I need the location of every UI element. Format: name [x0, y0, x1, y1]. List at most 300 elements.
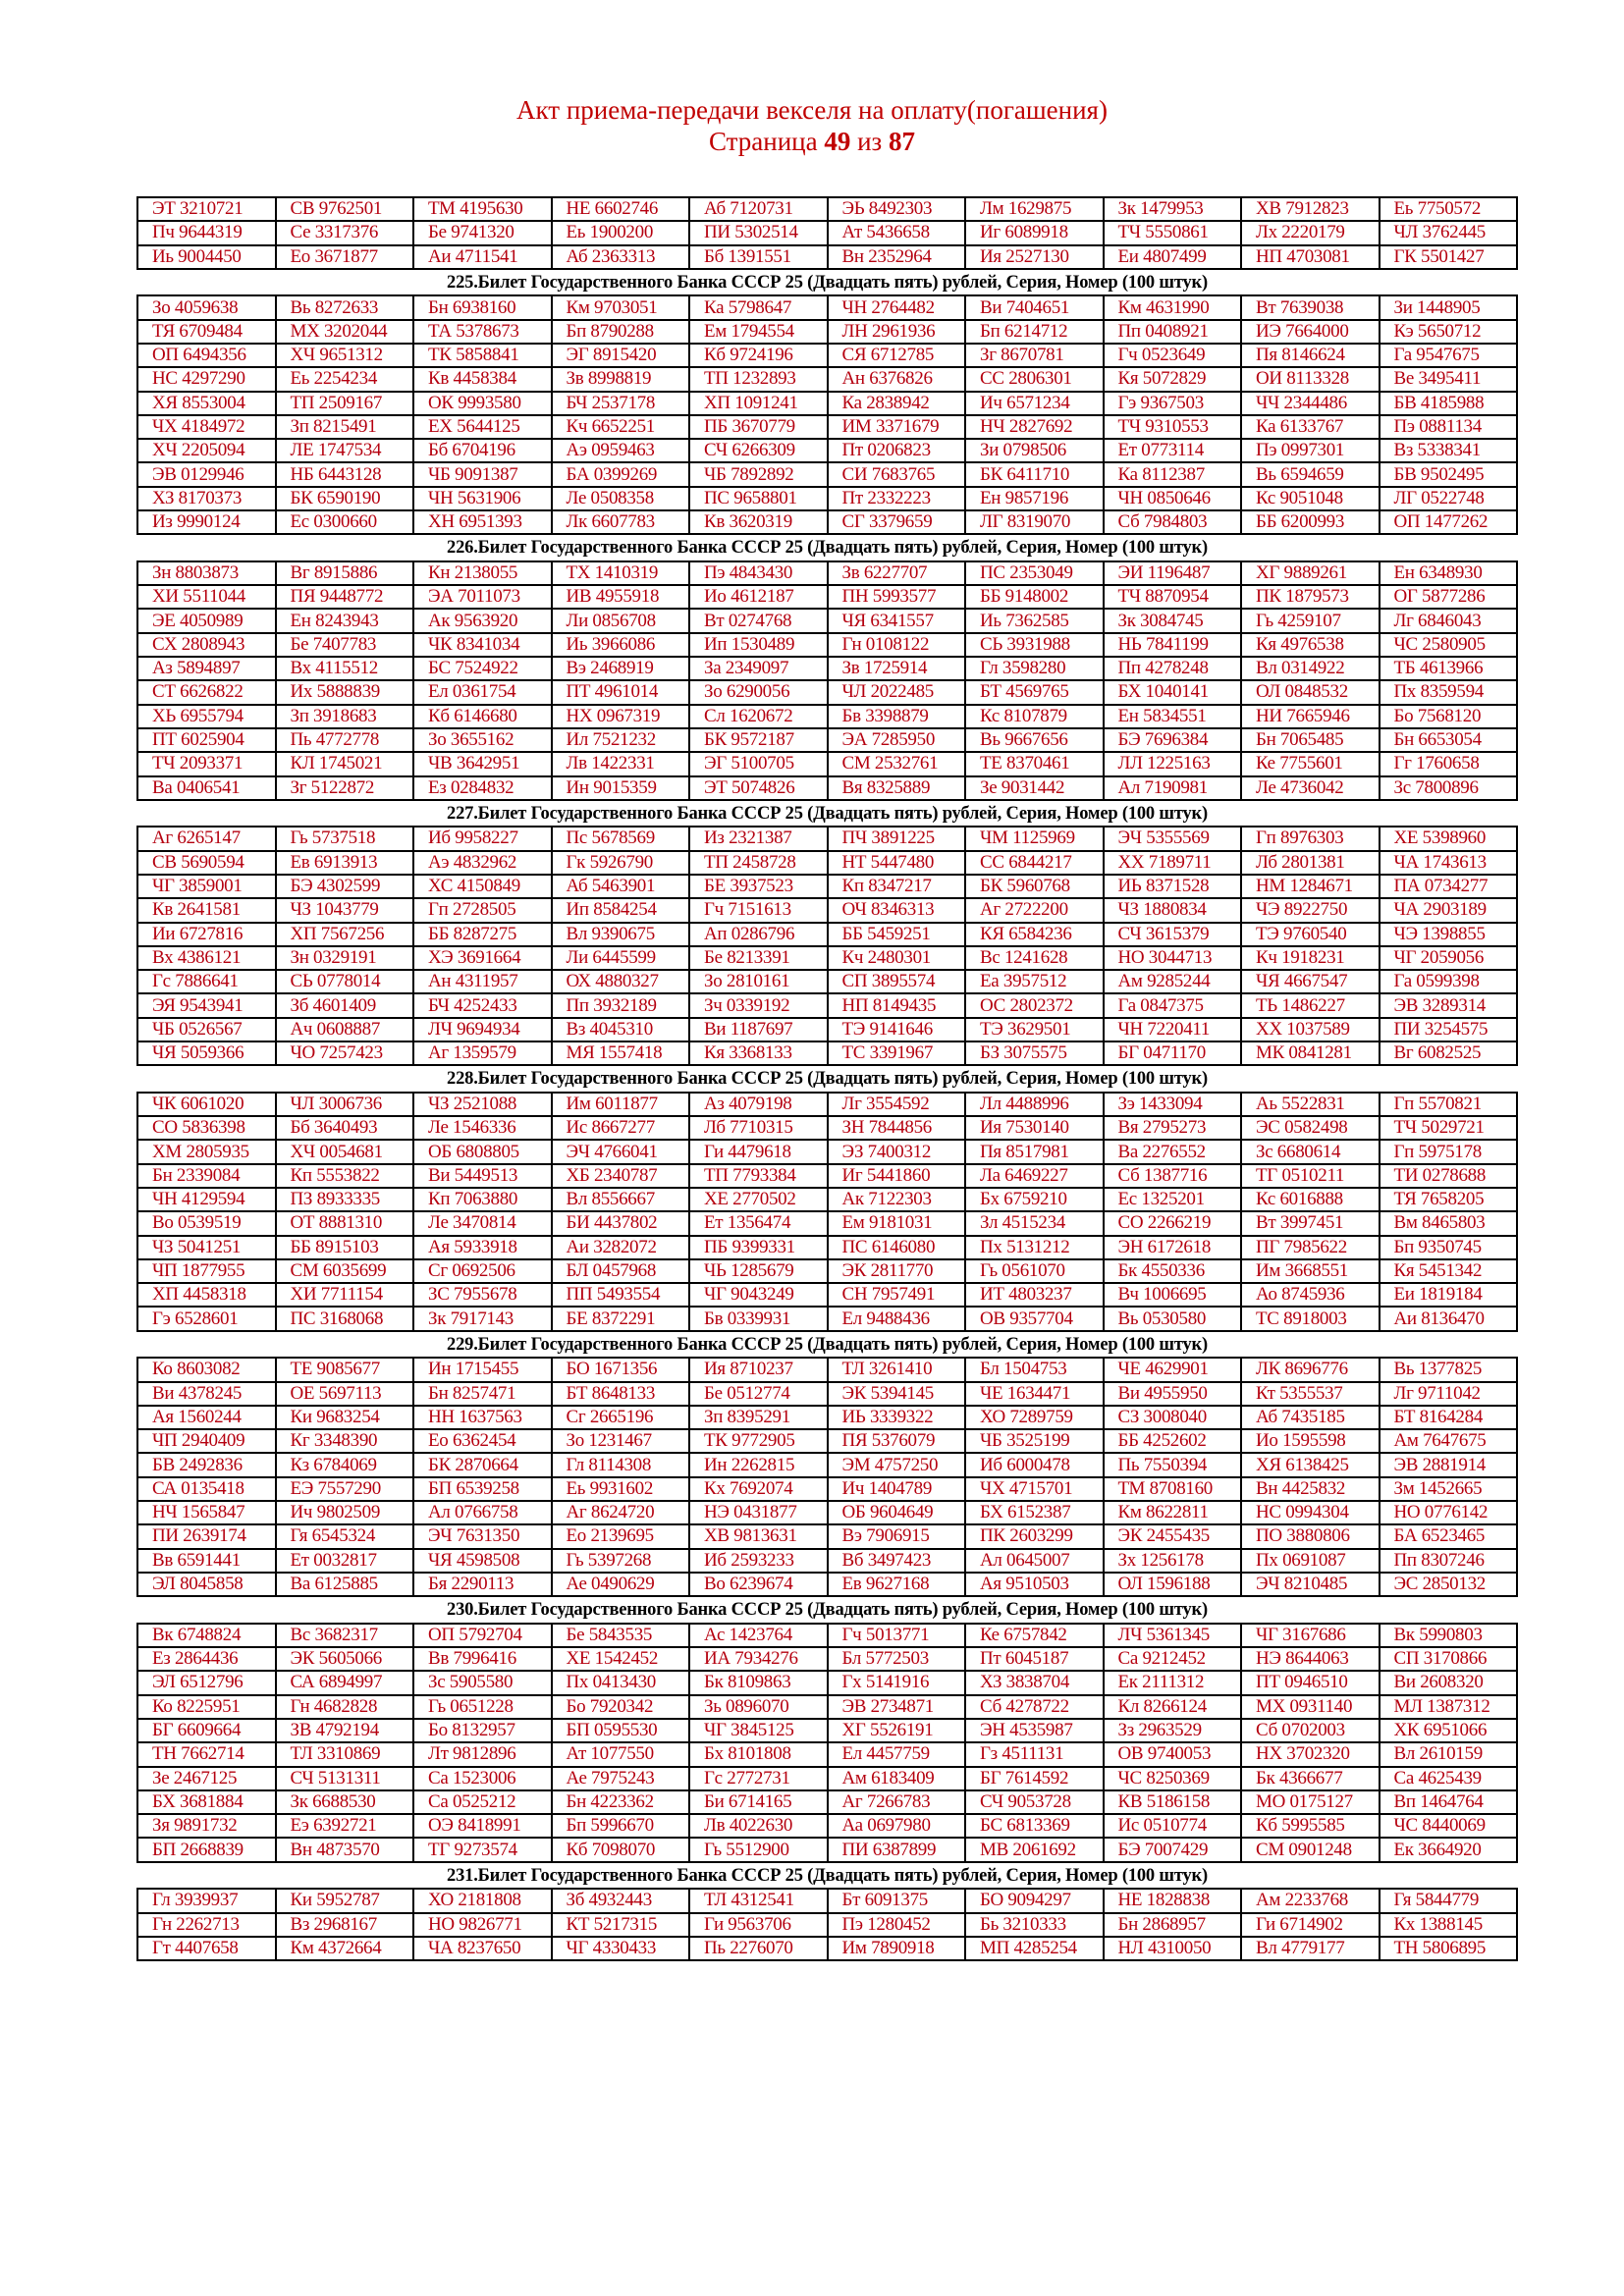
serial-number-cell: Вк 6748824 — [137, 1624, 276, 1647]
serial-number-cell: Аз 5894897 — [137, 657, 276, 680]
serial-number-cell: Зп 3918683 — [276, 705, 414, 728]
serial-number-cell: ПЯ 9448772 — [276, 585, 414, 609]
serial-number-cell: Вл 4779177 — [1241, 1937, 1380, 1960]
serial-number-cell: Вн 2352964 — [828, 245, 966, 269]
serial-number-cell: ЧЯ 6341557 — [828, 609, 966, 632]
serial-number-cell: МВ 2061692 — [965, 1838, 1104, 1861]
serial-number-cell: Зе 9031442 — [965, 776, 1104, 800]
serial-number-cell: Гп 8976303 — [1241, 827, 1380, 850]
serial-number-cell: Пэ 1280452 — [828, 1913, 966, 1937]
serial-number-cell: НЧ 2827692 — [965, 415, 1104, 439]
serial-number-cell: ОБ 6808805 — [413, 1140, 552, 1163]
serial-number-cell: ХК 6951066 — [1380, 1719, 1518, 1742]
serial-number-cell: ПТ 0946510 — [1241, 1671, 1380, 1694]
serial-number-cell: ХИ 5511044 — [137, 585, 276, 609]
serial-number-cell: Бп 6214712 — [965, 320, 1104, 344]
serial-number-cell: Пп 0408921 — [1104, 320, 1242, 344]
table-row — [137, 1453, 1517, 1476]
serial-number-cell: ЧБ 9091387 — [413, 462, 552, 486]
block-title: 230.Билет Государственного Банка СССР 25 (Двадцать пять) рублей, Серия, Номер (100 штук) — [447, 1600, 1208, 1621]
serial-number-cell: Вл 0314922 — [1241, 657, 1380, 680]
serial-number-cell: ТБ 4613966 — [1380, 657, 1518, 680]
serial-number-cell: Са 1523006 — [413, 1767, 552, 1790]
serial-number-cell: Им 6011877 — [552, 1093, 690, 1116]
serial-number-cell: Зо 6290056 — [689, 680, 828, 704]
serial-number-cell: Зб 4932443 — [552, 1889, 690, 1912]
serial-number-cell: Бн 6938160 — [413, 295, 552, 319]
serial-number-cell: Зь 0896070 — [689, 1695, 828, 1719]
serial-number-cell: СВ 5690594 — [137, 851, 276, 875]
serial-number-cell: СС 2806301 — [965, 367, 1104, 391]
serial-number-cell: ТЭ 9760540 — [1241, 923, 1380, 946]
serial-number-cell: Ва 0406541 — [137, 776, 276, 800]
serial-number-cell: ЭК 2455435 — [1104, 1524, 1242, 1548]
serial-number-cell: БП 6539258 — [413, 1477, 552, 1501]
table-row — [137, 1116, 1517, 1140]
serial-number-cell: Гп 5975178 — [1380, 1140, 1518, 1163]
serial-number-cell: ЧС 8250369 — [1104, 1767, 1242, 1790]
serial-number-cell: ЗС 7955678 — [413, 1283, 552, 1307]
serial-number-cell: Лм 1629875 — [965, 197, 1104, 221]
serial-number-cell: Пя 8517981 — [965, 1140, 1104, 1163]
serial-number-cell: Пэ 4843430 — [689, 561, 828, 585]
table-row — [137, 487, 1517, 510]
serial-number-cell: Вь 8272633 — [276, 295, 414, 319]
serial-number-cell: НН 1637563 — [413, 1406, 552, 1429]
serial-number-cell: Пх 8359594 — [1380, 680, 1518, 704]
serial-number-cell: БЗ 3075575 — [965, 1041, 1104, 1065]
serial-number-cell: ОХ 4880327 — [552, 970, 690, 993]
serial-number-cell: ХМ 2805935 — [137, 1140, 276, 1163]
serial-number-cell: Ич 1404789 — [828, 1477, 966, 1501]
serial-number-cell: ХГ 5526191 — [828, 1719, 966, 1742]
serial-number-cell: Гп 2728505 — [413, 898, 552, 922]
serial-table — [136, 826, 1518, 1066]
serial-number-cell: Зо 1231467 — [552, 1429, 690, 1453]
serial-number-cell: СМ 0901248 — [1241, 1838, 1380, 1861]
serial-number-cell: ЧП 1877955 — [137, 1259, 276, 1283]
table-row — [137, 367, 1517, 391]
serial-number-cell: Са 0525212 — [413, 1790, 552, 1814]
block-title: 231.Билет Государственного Банка СССР 25 (Двадцать пять) рублей, Серия, Номер (100 штук) — [447, 1865, 1208, 1886]
serial-number-cell: Ам 2233768 — [1241, 1889, 1380, 1912]
serial-number-cell: Во 0539519 — [137, 1211, 276, 1235]
serial-number-cell: Бк 4366677 — [1241, 1767, 1380, 1790]
serial-number-cell: БЭ 4302599 — [276, 875, 414, 898]
table-row — [137, 1188, 1517, 1211]
serial-number-cell: Их 5888839 — [276, 680, 414, 704]
serial-number-cell: ХП 1091241 — [689, 392, 828, 415]
serial-number-cell: Вь 0530580 — [1104, 1307, 1242, 1330]
serial-number-cell: ТЭ 9141646 — [828, 1018, 966, 1041]
serial-number-cell: ЗВ 4792194 — [276, 1719, 414, 1742]
serial-number-cell: Ат 1077550 — [552, 1742, 690, 1766]
serial-table — [136, 1357, 1518, 1597]
serial-number-cell: ХС 4150849 — [413, 875, 552, 898]
serial-number-cell: Ви 2608320 — [1380, 1671, 1518, 1694]
serial-number-cell: Вя 8325889 — [828, 776, 966, 800]
serial-number-cell: Ек 3664920 — [1380, 1838, 1518, 1861]
serial-number-cell: ЧА 2903189 — [1380, 898, 1518, 922]
serial-number-cell: Вк 5990803 — [1380, 1624, 1518, 1647]
table-row — [137, 875, 1517, 898]
serial-number-cell: Ет 1356474 — [689, 1211, 828, 1235]
serial-number-cell: ЧЭ 1398855 — [1380, 923, 1518, 946]
serial-number-cell: БА 6523465 — [1380, 1524, 1518, 1548]
serial-number-cell: БС 7524922 — [413, 657, 552, 680]
serial-number-cell: ЭК 5394145 — [828, 1382, 966, 1406]
serial-number-cell: Бп 9350745 — [1380, 1236, 1518, 1259]
serial-number-cell: Ал 0766758 — [413, 1501, 552, 1524]
serial-number-cell: Км 4631990 — [1104, 295, 1242, 319]
serial-number-cell: ЭЕ 4050989 — [137, 609, 276, 632]
serial-number-cell: МО 0175127 — [1241, 1790, 1380, 1814]
serial-number-cell: ЛГ 8319070 — [965, 510, 1104, 534]
serial-number-cell: ТП 1232893 — [689, 367, 828, 391]
serial-number-cell: ЭС 0582498 — [1241, 1116, 1380, 1140]
serial-number-cell: НЭ 8644063 — [1241, 1647, 1380, 1671]
serial-number-cell: ИА 7934276 — [689, 1647, 828, 1671]
serial-number-cell: Вч 1006695 — [1104, 1283, 1242, 1307]
serial-number-cell: ПП 5493554 — [552, 1283, 690, 1307]
serial-number-cell: Гк 5926790 — [552, 851, 690, 875]
serial-number-cell: Ка 2838942 — [828, 392, 966, 415]
serial-number-cell: Сб 7984803 — [1104, 510, 1242, 534]
serial-number-cell: Иь 9004450 — [137, 245, 276, 269]
serial-number-cell: Вс 3682317 — [276, 1624, 414, 1647]
serial-number-cell: Гч 7151613 — [689, 898, 828, 922]
serial-number-cell: Зе 2467125 — [137, 1767, 276, 1790]
serial-number-cell: Зч 0339192 — [689, 993, 828, 1017]
serial-number-cell: Кя 3368133 — [689, 1041, 828, 1065]
table-row — [137, 221, 1517, 244]
serial-number-cell: Зк 7917143 — [413, 1307, 552, 1330]
serial-number-cell: СЧ 6266309 — [689, 439, 828, 462]
table-row — [137, 1937, 1517, 1960]
serial-number-cell: НО 0776142 — [1380, 1501, 1518, 1524]
serial-number-cell: ЧЯ 5059366 — [137, 1041, 276, 1065]
serial-number-cell: Вв 6591441 — [137, 1549, 276, 1573]
serial-number-cell: ЧВ 3642951 — [413, 752, 552, 775]
serial-number-cell: Са 4625439 — [1380, 1767, 1518, 1790]
serial-number-cell: ИЬ 3339322 — [828, 1406, 966, 1429]
serial-number-cell: НХ 3702320 — [1241, 1742, 1380, 1766]
serial-number-cell: ЭГ 5100705 — [689, 752, 828, 775]
serial-number-cell: НБ 6443128 — [276, 462, 414, 486]
serial-number-cell: Ал 0645007 — [965, 1549, 1104, 1573]
serial-number-cell: СЯ 6712785 — [828, 344, 966, 367]
serial-number-cell: Пт 6045187 — [965, 1647, 1104, 1671]
serial-number-cell: Гт 4407658 — [137, 1937, 276, 1960]
serial-number-cell: СА 0135418 — [137, 1477, 276, 1501]
serial-number-cell: Ем 9181031 — [828, 1211, 966, 1235]
serial-number-cell: ЧЛ 2022485 — [828, 680, 966, 704]
serial-number-cell: Еь 7750572 — [1380, 197, 1518, 221]
serial-number-cell: Ео 2139695 — [552, 1524, 690, 1548]
serial-number-cell: Кэ 5650712 — [1380, 320, 1518, 344]
serial-number-cell: Гь 4259107 — [1241, 609, 1380, 632]
serial-number-cell: Ет 0773114 — [1104, 439, 1242, 462]
serial-number-cell: Гч 0523649 — [1104, 344, 1242, 367]
serial-number-cell: Ам 9285244 — [1104, 970, 1242, 993]
serial-number-cell: ХЯ 8553004 — [137, 392, 276, 415]
serial-number-cell: Ен 9857196 — [965, 487, 1104, 510]
serial-number-cell: БГ 0471170 — [1104, 1041, 1242, 1065]
serial-number-cell: СТ 6626822 — [137, 680, 276, 704]
serial-number-cell: Кч 1918231 — [1241, 946, 1380, 970]
serial-number-cell: Во 6239674 — [689, 1573, 828, 1596]
serial-number-cell: Ак 9563920 — [413, 609, 552, 632]
serial-number-cell: Пх 5131212 — [965, 1236, 1104, 1259]
serial-number-cell: КЯ 6584236 — [965, 923, 1104, 946]
serial-number-cell: Ги 6714902 — [1241, 1913, 1380, 1937]
serial-number-cell: ПТ 6025904 — [137, 728, 276, 752]
serial-number-cell: ХВ 7912823 — [1241, 197, 1380, 221]
serial-number-cell: ЧБ 0526567 — [137, 1018, 276, 1041]
block-title: 229.Билет Государственного Банка СССР 25 (Двадцать пять) рублей, Серия, Номер (100 штук) — [447, 1334, 1208, 1355]
serial-number-cell: Пя 8146624 — [1241, 344, 1380, 367]
table-row — [137, 1406, 1517, 1429]
serial-number-cell: Вз 2968167 — [276, 1913, 414, 1937]
serial-number-cell: Зо 2810161 — [689, 970, 828, 993]
table-row — [137, 1790, 1517, 1814]
serial-number-cell: ПИ 6387899 — [828, 1838, 966, 1861]
serial-number-cell: Аь 5522831 — [1241, 1093, 1380, 1116]
serial-number-cell: Гс 7886641 — [137, 970, 276, 993]
serial-number-cell: БК 6411710 — [965, 462, 1104, 486]
serial-number-cell: Вг 6082525 — [1380, 1041, 1518, 1065]
page-current: 49 — [824, 127, 851, 156]
serial-number-cell: ПА 0734277 — [1380, 875, 1518, 898]
serial-number-cell: КЛ 1745021 — [276, 752, 414, 775]
serial-number-cell: Кн 2138055 — [413, 561, 552, 585]
serial-number-cell: Ги 4479618 — [689, 1140, 828, 1163]
serial-number-cell: Зо 3655162 — [413, 728, 552, 752]
serial-number-cell: ИЬ 8371528 — [1104, 875, 1242, 898]
serial-number-cell: СП 3895574 — [828, 970, 966, 993]
serial-number-cell: Кх 1388145 — [1380, 1913, 1518, 1937]
serial-number-cell: Зп 8395291 — [689, 1406, 828, 1429]
table-row — [137, 1477, 1517, 1501]
serial-number-cell: Бл 1504753 — [965, 1358, 1104, 1381]
serial-number-cell: БХ 6152387 — [965, 1501, 1104, 1524]
serial-number-cell: Зи 0798506 — [965, 439, 1104, 462]
serial-number-cell: Ас 1423764 — [689, 1624, 828, 1647]
serial-number-cell: ЛГ 0522748 — [1380, 487, 1518, 510]
document-body — [136, 196, 1518, 1961]
serial-number-cell: ЧЯ 4667547 — [1241, 970, 1380, 993]
table-row — [137, 439, 1517, 462]
serial-number-cell: ПИ 5302514 — [689, 221, 828, 244]
serial-number-cell: БТ 8164284 — [1380, 1406, 1518, 1429]
serial-number-cell: НИ 7665946 — [1241, 705, 1380, 728]
serial-number-cell: БТ 8648133 — [552, 1382, 690, 1406]
serial-number-cell: ТГ 0510211 — [1241, 1164, 1380, 1188]
serial-number-cell: БЧ 2537178 — [552, 392, 690, 415]
serial-number-cell: ОЕ 5697113 — [276, 1382, 414, 1406]
serial-number-cell: Вл 2610159 — [1380, 1742, 1518, 1766]
table-row — [137, 1913, 1517, 1937]
serial-number-cell: Ан 6376826 — [828, 367, 966, 391]
serial-number-cell: ЧК 8341034 — [413, 633, 552, 657]
serial-number-cell: ПИ 3254575 — [1380, 1018, 1518, 1041]
serial-number-cell: Зо 4059638 — [137, 295, 276, 319]
serial-number-cell: Кп 7063880 — [413, 1188, 552, 1211]
serial-number-cell: ОС 2802372 — [965, 993, 1104, 1017]
serial-number-cell: ЭМ 4757250 — [828, 1453, 966, 1476]
serial-number-cell: Лг 6846043 — [1380, 609, 1518, 632]
serial-number-cell: Иб 9958227 — [413, 827, 552, 850]
serial-number-cell: СЧ 5131311 — [276, 1767, 414, 1790]
serial-number-cell: НО 3044713 — [1104, 946, 1242, 970]
serial-number-cell: Ев 9627168 — [828, 1573, 966, 1596]
serial-number-cell: ЭК 2811770 — [828, 1259, 966, 1283]
serial-number-cell: ЧЛ 3762445 — [1380, 221, 1518, 244]
serial-number-cell: БЭ 7696384 — [1104, 728, 1242, 752]
serial-number-cell: ЧГ 3845125 — [689, 1719, 828, 1742]
serial-number-cell: ЭГ 8915420 — [552, 344, 690, 367]
serial-number-cell: ГК 5501427 — [1380, 245, 1518, 269]
serial-number-cell: ЧЕ 1634471 — [965, 1382, 1104, 1406]
serial-number-cell: БГ 6609664 — [137, 1719, 276, 1742]
serial-number-cell: Вт 7639038 — [1241, 295, 1380, 319]
serial-number-cell: Сб 0702003 — [1241, 1719, 1380, 1742]
serial-number-cell: Гл 3939937 — [137, 1889, 276, 1912]
serial-number-cell: Кг 3348390 — [276, 1429, 414, 1453]
continuation-table — [136, 196, 1518, 270]
serial-number-cell: Ен 8243943 — [276, 609, 414, 632]
serial-number-cell: Бя 2290113 — [413, 1573, 552, 1596]
serial-number-cell: Ак 7122303 — [828, 1188, 966, 1211]
document-title: Акт приема-передачи векселя на оплату(погашения) — [516, 95, 1108, 125]
serial-number-cell: Се 3317376 — [276, 221, 414, 244]
serial-number-cell: Бк 8109863 — [689, 1671, 828, 1694]
table-row — [137, 993, 1517, 1017]
serial-number-cell: ТЕ 8370461 — [965, 752, 1104, 775]
serial-number-cell: Зс 7800896 — [1380, 776, 1518, 800]
serial-number-cell: Иг 5441860 — [828, 1164, 966, 1188]
serial-number-cell: Гэ 9367503 — [1104, 392, 1242, 415]
serial-number-cell: Ин 9015359 — [552, 776, 690, 800]
serial-number-cell: Ла 6469227 — [965, 1164, 1104, 1188]
table-row — [137, 1307, 1517, 1330]
serial-number-cell: Ви 1187697 — [689, 1018, 828, 1041]
serial-number-cell: ТЛ 4312541 — [689, 1889, 828, 1912]
serial-number-cell: БП 2668839 — [137, 1838, 276, 1861]
table-row — [137, 851, 1517, 875]
serial-number-cell: Га 0847375 — [1104, 993, 1242, 1017]
serial-number-cell: Пх 0691087 — [1241, 1549, 1380, 1573]
serial-number-cell: Гг 1760658 — [1380, 752, 1518, 775]
serial-number-cell: Аг 8624720 — [552, 1501, 690, 1524]
serial-number-cell: Ва 6125885 — [276, 1573, 414, 1596]
serial-number-cell: Зв 1725914 — [828, 657, 966, 680]
serial-number-cell: НЬ 7841199 — [1104, 633, 1242, 657]
serial-number-cell: ОИ 8113328 — [1241, 367, 1380, 391]
serial-number-cell: ХГ 9889261 — [1241, 561, 1380, 585]
serial-number-cell: ЧМ 1125969 — [965, 827, 1104, 850]
serial-number-cell: ЧН 0850646 — [1104, 487, 1242, 510]
serial-number-cell: ЧЗ 2521088 — [413, 1093, 552, 1116]
serial-number-cell: ЧН 4129594 — [137, 1188, 276, 1211]
serial-number-cell: НТ 5447480 — [828, 851, 966, 875]
table-row — [137, 585, 1517, 609]
serial-number-cell: БЛ 0457968 — [552, 1259, 690, 1283]
serial-number-cell: ЧЕ 4629901 — [1104, 1358, 1242, 1381]
serial-number-cell: БХ 1040141 — [1104, 680, 1242, 704]
serial-number-cell: Са 9212452 — [1104, 1647, 1242, 1671]
table-row — [137, 1524, 1517, 1548]
table-row — [137, 1549, 1517, 1573]
serial-number-cell: ЭВ 0129946 — [137, 462, 276, 486]
serial-number-cell: Зс 6680614 — [1241, 1140, 1380, 1163]
serial-number-cell: Кс 6016888 — [1241, 1188, 1380, 1211]
serial-number-cell: Ги 9563706 — [689, 1913, 828, 1937]
serial-number-cell: Пп 8307246 — [1380, 1549, 1518, 1573]
table-row — [137, 1382, 1517, 1406]
serial-number-cell: СМ 6035699 — [276, 1259, 414, 1283]
serial-number-cell: Зн 8803873 — [137, 561, 276, 585]
serial-number-cell: ТА 5378673 — [413, 320, 552, 344]
serial-number-cell: ЧХ 4184972 — [137, 415, 276, 439]
serial-number-cell: Ет 0032817 — [276, 1549, 414, 1573]
serial-number-cell: СЧ 3615379 — [1104, 923, 1242, 946]
serial-number-cell: Гс 2772731 — [689, 1767, 828, 1790]
serial-number-cell: ПС 3168068 — [276, 1307, 414, 1330]
serial-number-cell: ЛК 8696776 — [1241, 1358, 1380, 1381]
serial-number-cell: Вт 0274768 — [689, 609, 828, 632]
page-separator: из — [857, 127, 883, 156]
table-row — [137, 1719, 1517, 1742]
page-total: 87 — [888, 127, 915, 156]
table-row — [137, 1767, 1517, 1790]
serial-number-cell: Кб 9724196 — [689, 344, 828, 367]
serial-number-cell: Из 2321387 — [689, 827, 828, 850]
serial-number-cell: Ле 0508358 — [552, 487, 690, 510]
serial-number-cell: Км 4372664 — [276, 1937, 414, 1960]
serial-number-cell: Ио 4612187 — [689, 585, 828, 609]
serial-table — [136, 561, 1518, 801]
serial-number-cell: Зк 1479953 — [1104, 197, 1242, 221]
serial-number-cell: ТЧ 8870954 — [1104, 585, 1242, 609]
table-row — [137, 1429, 1517, 1453]
serial-number-cell: Км 9703051 — [552, 295, 690, 319]
serial-number-cell: НЕ 1828838 — [1104, 1889, 1242, 1912]
serial-number-cell: Еь 2254234 — [276, 367, 414, 391]
serial-number-cell: Зв 8998819 — [552, 367, 690, 391]
serial-number-cell: ОБ 9604649 — [828, 1501, 966, 1524]
serial-number-cell: Ви 5449513 — [413, 1164, 552, 1188]
table-row — [137, 752, 1517, 775]
serial-number-cell: ЧС 8440069 — [1380, 1814, 1518, 1838]
serial-number-cell: ТЭ 3629501 — [965, 1018, 1104, 1041]
serial-number-cell: ПБ 9399331 — [689, 1236, 828, 1259]
serial-number-cell: Зг 5122872 — [276, 776, 414, 800]
serial-number-cell: ЧП 2940409 — [137, 1429, 276, 1453]
serial-number-cell: Бх 6759210 — [965, 1188, 1104, 1211]
serial-number-cell: За 2349097 — [689, 657, 828, 680]
serial-number-cell: Аэ 0959463 — [552, 439, 690, 462]
serial-number-cell: Ео 3671877 — [276, 245, 414, 269]
serial-number-cell: Аи 8136470 — [1380, 1307, 1518, 1330]
table-row — [137, 728, 1517, 752]
serial-number-cell: Ае 0490629 — [552, 1573, 690, 1596]
table-row — [137, 320, 1517, 344]
serial-number-cell: ОК 9993580 — [413, 392, 552, 415]
serial-number-cell: Ко 8225951 — [137, 1695, 276, 1719]
serial-number-cell: Ам 7647675 — [1380, 1429, 1518, 1453]
serial-number-cell: ЭТ 5074826 — [689, 776, 828, 800]
